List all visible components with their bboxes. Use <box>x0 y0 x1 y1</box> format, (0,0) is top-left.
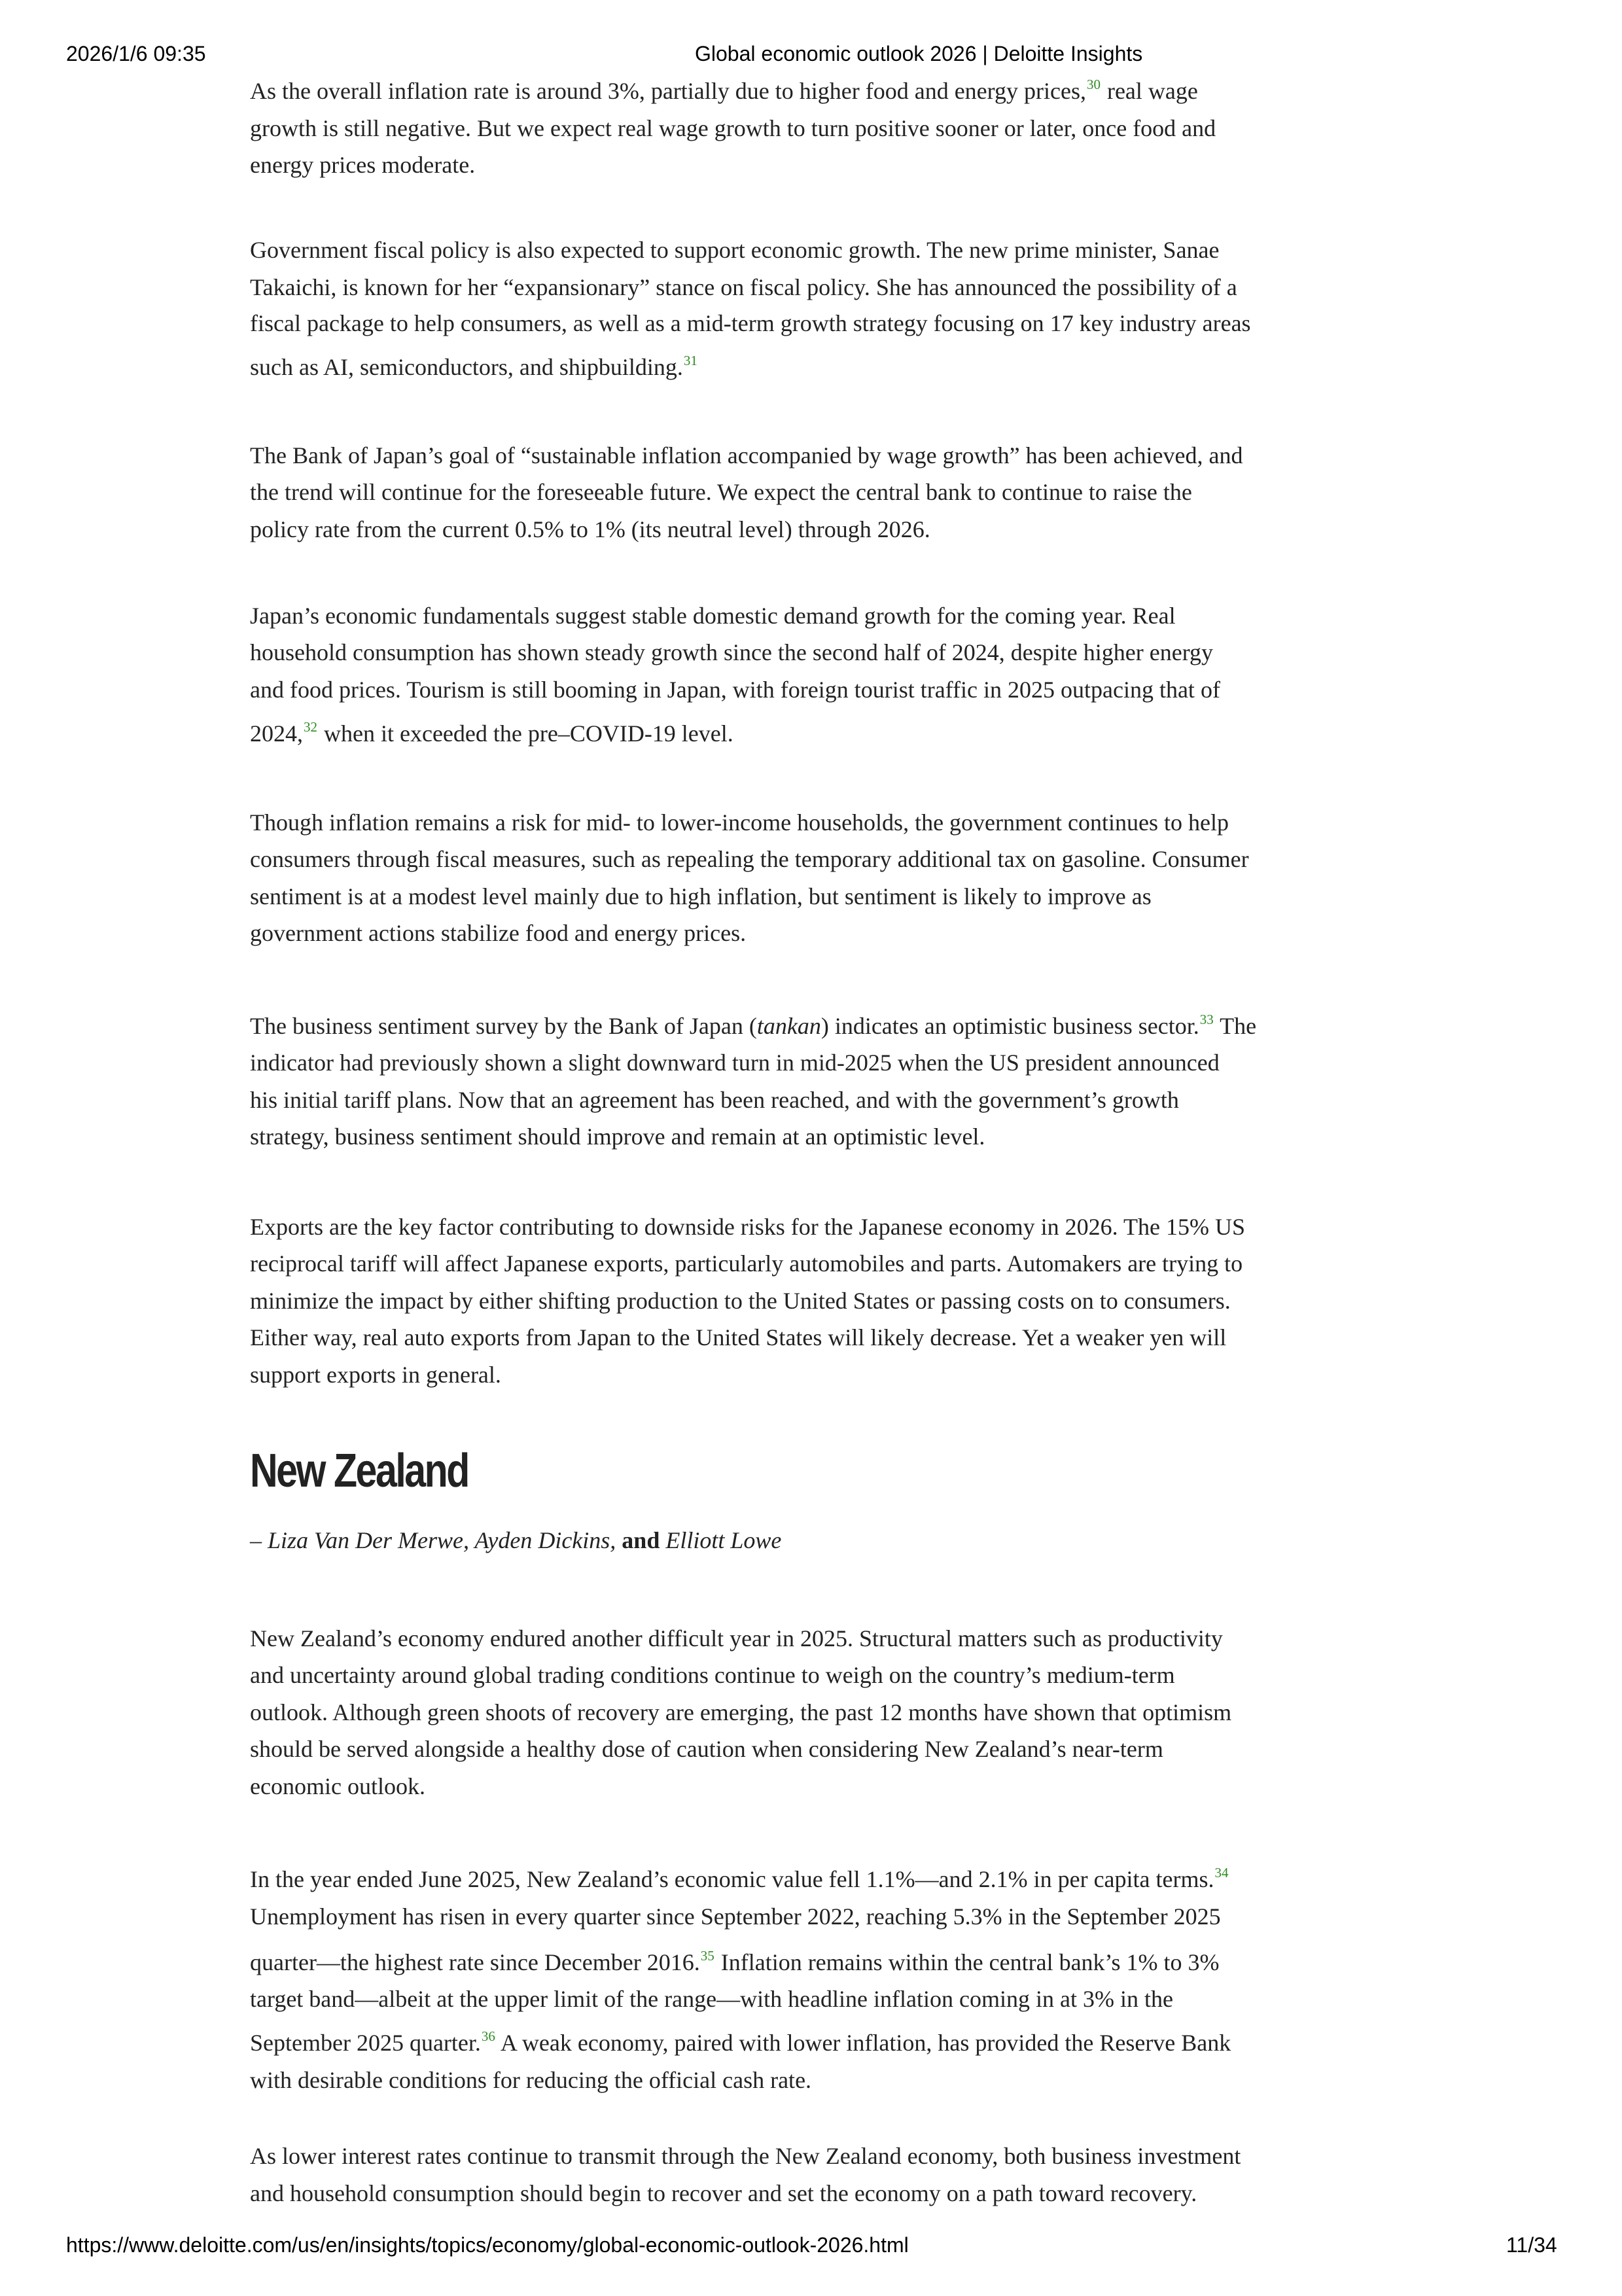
text-run: The business sentiment survey by the Bank of Japan ( <box>250 1013 757 1039</box>
paragraph-line <box>250 1014 1256 1038</box>
text-run: Japan’s economic fundamentals suggest stable domestic demand growth for the coming year. Real <box>250 603 1176 629</box>
text-run: should be served alongside a healthy dose of caution when considering New Zealand’s near-term <box>250 1736 1163 1762</box>
text-run: sentiment is at a modest level mainly due to high inflation, but sentiment is likely to improve as <box>250 883 1152 910</box>
text-run: In the year ended June 2025, New Zealand’s economic value fell 1.1%—and 2.1% in per capita terms. <box>250 1866 1214 1892</box>
text-run: Exports are the key factor contributing to downside risks for the Japanese economy in 2026. The 15% US <box>250 1214 1245 1240</box>
text-run: his initial tariff plans. Now that an agreement has been reached, and with the government’s growth <box>250 1087 1179 1113</box>
print-footer-page-number: 11/34 <box>1506 2233 1557 2257</box>
paragraph-line <box>250 678 1220 701</box>
text-run: Government fiscal policy is also expected to support economic growth. The new prime minister, Sanae <box>250 237 1220 263</box>
paragraph-line <box>250 1088 1179 1112</box>
text-run: 2024, <box>250 720 303 747</box>
footnote-link[interactable]: 33 <box>1199 1012 1214 1027</box>
paragraph-line <box>250 311 1251 335</box>
paragraph-line <box>250 1701 1231 1724</box>
text-run: target band—albeit at the upper limit of the range—with headline inflation coming in at 3% in the <box>250 1986 1173 2012</box>
text-run: New Zealand’s economy endured another difficult year in 2025. Structural matters such as productivity <box>250 1625 1223 1651</box>
footnote-link[interactable]: 30 <box>1086 77 1101 92</box>
text-run: A weak economy, paired with lower inflation, has provided the Reserve Bank <box>495 2030 1231 2056</box>
paragraph-line <box>250 79 1198 103</box>
paragraph-line <box>250 719 733 747</box>
paragraph-line <box>250 1737 1163 1761</box>
paragraph-line <box>250 1326 1226 1349</box>
text-run: Though inflation remains a risk for mid- to lower-income households, the government continues to help <box>250 809 1229 836</box>
paragraph-line <box>250 2181 1197 2205</box>
footnote-link[interactable]: 31 <box>683 353 697 368</box>
paragraph-line <box>250 921 746 945</box>
text-run: with desirable conditions for reducing the official cash rate. <box>250 2067 812 2093</box>
text-run: Unemployment has risen in every quarter since September 2022, reaching 5.3% in the September 2025 <box>250 1903 1221 1930</box>
footnote-link[interactable]: 32 <box>304 719 317 735</box>
paragraph-line <box>250 1363 501 1386</box>
paragraph-line <box>250 275 1237 299</box>
byline-conjunction: and <box>616 1527 666 1553</box>
paragraph-line <box>250 1289 1231 1313</box>
text-run: indicator had previously shown a slight downward turn in mid-2025 when the US president announced <box>250 1050 1220 1076</box>
text-run: reciprocal tariff will affect Japanese exports, particularly automobiles and parts. Automakers are trying to <box>250 1250 1243 1277</box>
paragraph-line <box>250 518 930 541</box>
paragraph-line <box>250 1905 1221 1928</box>
footnote-link[interactable]: 35 <box>700 1948 714 1964</box>
text-run: government actions stabilize food and energy prices. <box>250 920 747 946</box>
paragraph-line <box>250 885 1152 908</box>
text-run: growth is still negative. But we expect real wage growth to turn positive sooner or later, once food and <box>250 115 1216 141</box>
text-run: strategy, business sentiment should improve and remain at an optimistic level. <box>250 1123 985 1150</box>
paragraph-line <box>250 641 1213 664</box>
text-run: when it exceeded the pre–COVID-19 level. <box>318 720 733 747</box>
paragraph-line <box>250 2144 1241 2168</box>
text-run: As lower interest rates continue to transmit through the New Zealand economy, both business investment <box>250 2143 1241 2169</box>
text-run: fiscal package to help consumers, as well as a mid-term growth strategy focusing on 17 key industry areas <box>250 310 1251 336</box>
print-header-datetime: 2026/1/6 09:35 <box>66 42 206 65</box>
paragraph-line <box>250 1627 1223 1650</box>
text-run: the trend will continue for the foreseeable future. We expect the central bank to continue to raise the <box>250 479 1192 505</box>
print-footer-url: https://www.deloitte.com/us/en/insights/topics/economy/global-economic-outlook-2026.html <box>66 2233 909 2257</box>
byline-dash: – <box>250 1527 268 1553</box>
text-run: economic outlook. <box>250 1773 425 1799</box>
text-run: and household consumption should begin to recover and set the economy on a path toward recovery. <box>250 2180 1197 2206</box>
byline-separator: , <box>463 1527 475 1553</box>
paragraph-line <box>250 1125 985 1148</box>
paragraph-line <box>250 1051 1220 1074</box>
text-run: ) indicates an optimistic business sector. <box>820 1013 1199 1039</box>
text-run: As the overall inflation rate is around 3%, partially due to higher food and energy prices, <box>250 78 1086 104</box>
paragraph-line <box>250 811 1229 834</box>
paragraph-line <box>250 847 1249 871</box>
author-link-liza-van-der-merwe[interactable]: Liza Van Der Merwe <box>268 1527 463 1553</box>
text-run: policy rate from the current 0.5% to 1% (its neutral level) through 2026. <box>250 516 930 542</box>
paragraph-line <box>250 1948 1220 1975</box>
text-run: outlook. Although green shoots of recovery are emerging, the past 12 months have shown that optimism <box>250 1699 1232 1725</box>
paragraph-line <box>250 444 1243 467</box>
footnote-link[interactable]: 34 <box>1214 1865 1229 1881</box>
paragraph-line <box>250 2068 811 2092</box>
text-run: Either way, real auto exports from Japan to the United States will likely decrease. Yet a weaker yen will <box>250 1324 1227 1351</box>
paragraph-line <box>250 116 1216 140</box>
text-run: consumers through fiscal measures, such as repealing the temporary additional tax on gasoline. Consumer <box>250 846 1249 872</box>
text-run: Inflation remains within the central bank’s 1% to 3% <box>714 1949 1220 1975</box>
text-run: and uncertainty around global trading conditions continue to weigh on the country’s medium-term <box>250 1662 1175 1688</box>
text-run: Takaichi, is known for her “expansionary” stance on fiscal policy. She has announced the possibility of a <box>250 274 1237 300</box>
paragraph-line <box>250 153 475 177</box>
author-byline <box>250 1528 781 1552</box>
paragraph-line <box>250 1215 1245 1239</box>
print-header-page-title: Global economic outlook 2026 | Deloitte Insights <box>695 42 1143 65</box>
footnote-link[interactable]: 36 <box>481 2028 495 2044</box>
author-link-elliott-lowe[interactable]: Elliott Lowe <box>665 1527 782 1553</box>
paragraph-line <box>250 238 1220 262</box>
italic-term: tankan <box>756 1013 821 1039</box>
text-run: and food prices. Tourism is still booming in Japan, with foreign tourist traffic in 2025 outpacing that of <box>250 677 1220 703</box>
paragraph-line <box>250 480 1192 504</box>
paragraph-line <box>250 1252 1243 1275</box>
text-run: household consumption has shown steady growth since the second half of 2024, despite higher energy <box>250 639 1214 665</box>
text-run: September 2025 quarter. <box>250 2030 481 2056</box>
section-heading-new-zealand: New Zealand <box>250 1445 468 1497</box>
paragraph-line <box>250 1987 1173 2011</box>
paragraph-line <box>250 604 1176 627</box>
text-run: minimize the impact by either shifting production to the United States or passing costs on to consumers. <box>250 1288 1231 1314</box>
text-run: such as AI, semiconductors, and shipbuilding. <box>250 354 683 380</box>
text-run: energy prices moderate. <box>250 152 476 178</box>
paragraph-line <box>250 1775 425 1798</box>
author-link-ayden-dickins[interactable]: Ayden Dickins, <box>474 1527 616 1553</box>
paragraph-line <box>250 1867 1229 1891</box>
paragraph-line <box>250 355 698 379</box>
text-run: The Bank of Japan’s goal of “sustainable inflation accompanied by wage growth” has been achieved, and <box>250 442 1243 468</box>
text-run: real wage <box>1101 78 1198 104</box>
text-run: support exports in general. <box>250 1362 501 1388</box>
text-run: quarter—the highest rate since December 2016. <box>250 1949 700 1975</box>
paragraph-line <box>250 2028 1231 2056</box>
paragraph-line <box>250 1663 1175 1687</box>
text-run: The <box>1214 1013 1257 1039</box>
